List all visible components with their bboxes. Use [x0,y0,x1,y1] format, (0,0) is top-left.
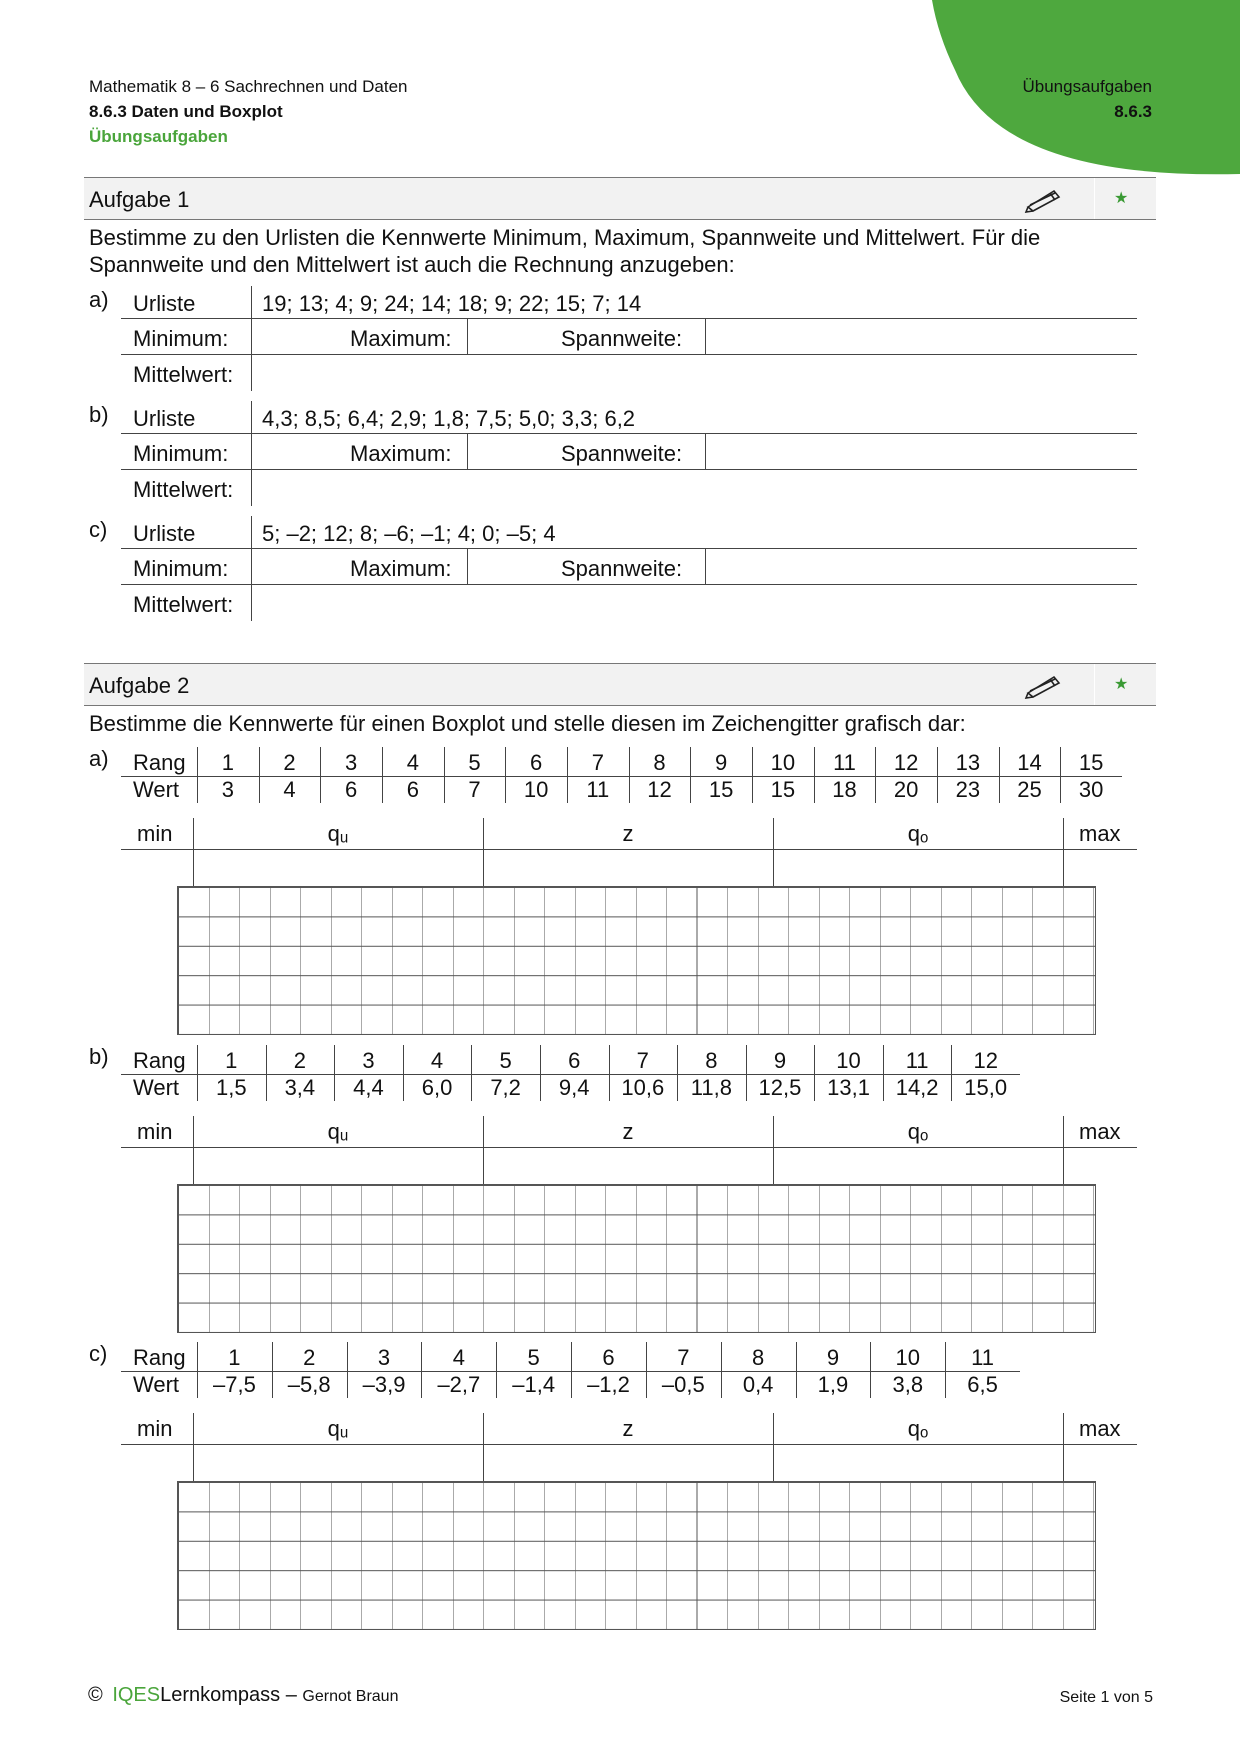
table-divider [705,319,706,354]
table-divider [266,1045,267,1101]
qo-field[interactable] [774,850,1062,885]
wert-label: Wert [133,1075,180,1100]
table-divider [646,1342,647,1398]
table-divider [320,747,321,803]
qo-field[interactable] [774,1148,1062,1183]
rang-cell: 13 [955,750,981,775]
max-field[interactable] [1064,850,1136,885]
table-divider [197,747,198,803]
rang-label: Rang [133,750,186,775]
table-divider [251,585,252,621]
task1-title: Aufgabe 1 [89,187,190,212]
minimum-label: Minimum: [133,441,229,466]
z-label: z [622,1416,634,1441]
wert-cell: 30 [1078,777,1104,802]
wert-cell: 20 [893,777,919,802]
table-divider [571,1342,572,1398]
z-field[interactable] [484,1445,772,1480]
qu-field[interactable] [194,1445,482,1480]
rang-cell: 10 [895,1345,920,1370]
wert-cell: 14,2 [895,1075,939,1100]
table-line [121,354,1137,355]
rang-cell: 14 [1017,750,1042,775]
task2-instruction: Bestimme die Kennwerte für einen Boxplot und stelle diesen im Zeichengitter grafisch dar: [89,711,966,736]
z-label: z [622,821,634,846]
wert-cell: 10,6 [621,1075,665,1100]
copyright-icon: © [88,1684,103,1706]
table-divider [937,747,938,803]
table-divider [334,1045,335,1101]
spannweite-field[interactable] [706,551,1136,585]
max-field[interactable] [1064,1445,1136,1480]
table-divider [444,747,445,803]
rang-cell: 3 [345,750,358,775]
rang-cell: 12 [893,750,919,775]
task2-title: Aufgabe 2 [89,673,190,698]
table-line [121,433,1137,434]
table-divider [752,747,753,803]
mittelwert-field[interactable] [252,356,1136,390]
wert-cell: 6 [406,777,419,802]
rang-cell: 1 [221,750,234,775]
wert-cell: 9,4 [558,1075,590,1100]
urliste-label: Urliste [133,521,196,546]
mittelwert-field[interactable] [252,586,1136,620]
mittelwert-label: Mittelwert: [133,592,234,617]
table-line [121,469,1137,470]
max-label: max [1079,1119,1121,1144]
table-divider [609,1045,610,1101]
min-field[interactable] [122,1148,192,1183]
wert-cell: 6 [345,777,358,802]
table-divider [467,319,468,354]
rang-cell: 8 [705,1048,718,1073]
pencil-icon [1024,669,1064,699]
rang-label: Rang [133,1048,186,1073]
minimum-field[interactable] [252,551,466,585]
rang-cell: 4 [406,750,419,775]
footer-brand [88,1684,398,1707]
part-letter: c) [89,1341,108,1366]
maximum-label: Maximum: [350,326,452,351]
spannweite-label: Spannweite: [561,441,683,466]
rang-cell: 15 [1078,750,1104,775]
wert-cell: 4,4 [353,1075,384,1100]
wert-label: Wert [133,777,180,802]
spannweite-label: Spannweite: [561,326,683,351]
header-category: Übungsaufgaben [89,127,228,146]
table-divider [382,747,383,803]
table-divider [251,355,252,391]
spannweite-label: Spannweite: [561,556,683,581]
rang-cell: 10 [836,1048,861,1073]
wert-cell: 6,0 [421,1075,453,1100]
header-subject: Mathematik 8 – 6 Sachrechnen und Daten [89,77,408,96]
table-line [121,584,1137,585]
minimum-label: Minimum: [133,326,229,351]
qu-label: qᵤ [327,821,349,846]
wert-cell: 3 [221,777,234,802]
wert-cell: 1,5 [215,1075,247,1100]
table-divider [540,1045,541,1101]
min-field[interactable] [122,1445,192,1480]
z-label: z [622,1119,634,1144]
table-divider [272,1342,273,1398]
qo-field[interactable] [774,1445,1062,1480]
wert-cell: –1,2 [587,1372,630,1397]
table-divider [1060,747,1061,803]
maximum-label: Maximum: [350,441,452,466]
footer-brand-iqes: IQES [112,1684,161,1706]
rang-cell: 6 [602,1345,615,1370]
table-divider [870,1342,871,1398]
table-divider [251,470,252,506]
task2-title-bar [84,663,1156,706]
spannweite-field[interactable] [706,321,1136,355]
wert-cell: –2,7 [437,1372,481,1397]
rang-cell: 9 [826,1345,840,1370]
table-divider [705,549,706,584]
table-divider [951,1045,952,1101]
max-label: max [1079,1416,1121,1441]
wert-cell: 11,8 [690,1075,732,1100]
rang-cell: 7 [636,1048,649,1073]
table-divider [471,1045,472,1101]
min-label: min [137,1416,173,1441]
rang-cell: 5 [468,750,481,775]
maximum-label: Maximum: [350,556,452,581]
rang-cell: 3 [377,1345,391,1370]
wert-cell: 23 [955,777,981,802]
table-divider [945,1342,946,1398]
table-divider [814,747,815,803]
table-divider [251,319,252,354]
star-icon: ★ [1114,676,1129,693]
qu-label: qᵤ [327,1416,349,1441]
wert-cell: 7,2 [490,1075,521,1100]
table-divider [677,1045,678,1101]
rang-cell: 10 [770,750,796,775]
rang-cell: 11 [833,750,856,775]
table-divider [347,1342,348,1398]
table-divider [251,434,252,469]
part-letter: a) [89,287,109,312]
footer-author: Gernot Braun [302,1688,399,1705]
table-divider [421,1342,422,1398]
qu-field[interactable] [194,1148,482,1183]
rang-cell: 2 [293,1048,306,1073]
wert-cell: –1,4 [512,1372,556,1397]
min-label: min [137,1119,173,1144]
table-divider [496,1342,497,1398]
rang-cell: 7 [677,1345,690,1370]
mittelwert-label: Mittelwert: [133,362,234,387]
rang-cell: 2 [303,1345,316,1370]
wert-cell: –7,5 [212,1372,256,1397]
part-letter: b) [89,1044,109,1069]
max-field[interactable] [1064,1148,1136,1183]
qu-field[interactable] [194,850,482,885]
wert-cell: 0,4 [742,1372,774,1397]
task1-title-bar [84,177,1156,220]
rang-label: Rang [133,1345,186,1370]
wert-cell: 3,4 [284,1075,316,1100]
rang-cell: 4 [452,1345,465,1370]
table-divider [883,1045,884,1101]
header-right-category: Übungsaufgaben [1022,77,1152,96]
footer-brand-lernkompass: Lernkompass [160,1684,281,1706]
wert-cell: 15,0 [964,1075,1008,1100]
part-letter: c) [89,517,108,542]
rang-cell: 6 [530,750,543,775]
urliste-values: 19; 13; 4; 9; 24; 14; 18; 9; 22; 15; 7; 14 [262,291,642,316]
rang-cell: 12 [973,1048,998,1073]
table-divider [467,434,468,469]
footer-page-number: Seite 1 von 5 [1059,1689,1153,1706]
rang-cell: 3 [362,1048,375,1073]
table-divider [721,1342,722,1398]
table-divider [629,747,630,803]
z-field[interactable] [484,850,772,885]
wert-cell: 10 [523,777,549,802]
wert-cell: –0,5 [661,1372,705,1397]
table-divider [875,747,876,803]
table-line [121,318,1137,319]
wert-cell: –3,9 [362,1372,406,1397]
minimum-label: Minimum: [133,556,229,581]
rang-cell: 9 [715,750,728,775]
spannweite-field[interactable] [706,436,1136,470]
urliste-values: 5; –2; 12; 8; –6; –1; 4; 0; –5; 4 [262,521,556,546]
wert-cell: 11 [586,777,610,802]
wert-cell: –5,8 [287,1372,331,1397]
rang-cell: 7 [591,750,604,775]
header-right-number: 8.6.3 [1114,102,1152,121]
table-divider [403,1045,404,1101]
min-field[interactable] [122,850,192,885]
urliste-label: Urliste [133,406,196,431]
max-label: max [1079,821,1121,846]
table-divider [796,1342,797,1398]
wert-cell: 6,5 [967,1372,998,1397]
rang-cell: 5 [527,1345,540,1370]
table-divider [705,434,706,469]
table-divider [999,747,1000,803]
drawing-grid[interactable] [177,1184,1096,1333]
table-divider [251,516,252,548]
table-line [121,548,1137,549]
part-letter: a) [89,746,109,771]
minimum-field[interactable] [252,436,466,470]
mittelwert-field[interactable] [252,471,1136,505]
z-field[interactable] [484,1148,772,1183]
wert-cell: 18 [832,777,857,802]
table-divider [251,549,252,584]
rang-cell: 4 [430,1048,444,1073]
min-label: min [137,821,173,846]
rang-cell: 8 [653,750,666,775]
wert-cell: 13,1 [827,1075,870,1100]
table-divider [746,1045,747,1101]
wert-label: Wert [133,1372,180,1397]
table-divider [814,1045,815,1101]
table-divider [567,747,568,803]
table-divider [467,549,468,584]
wert-cell: 15 [770,777,796,802]
rang-cell: 1 [228,1345,241,1370]
part-letter: b) [89,402,109,427]
rang-cell: 11 [971,1345,994,1370]
header-section: 8.6.3 Daten und Boxplot [89,102,283,121]
rang-cell: 1 [225,1048,238,1073]
mittelwert-label: Mittelwert: [133,477,234,502]
table-divider [690,747,691,803]
table-divider [197,1045,198,1101]
rang-cell: 8 [752,1345,765,1370]
wert-cell: 12 [647,777,672,802]
wert-cell: 25 [1017,777,1042,802]
task1-instruction-1: Bestimme zu den Urlisten die Kennwerte Minimum, Maximum, Spannweite und Mittelwert. Für die [89,225,1041,250]
rang-cell: 2 [283,750,296,775]
star-icon: ★ [1114,190,1129,207]
table-divider [505,747,506,803]
qu-label: qᵤ [327,1119,349,1144]
wert-cell: 12,5 [758,1075,802,1100]
wert-cell: 7 [468,777,481,802]
rang-cell: 11 [905,1048,929,1073]
wert-cell: 3,8 [892,1372,924,1397]
minimum-field[interactable] [252,321,466,355]
wert-cell: 15 [708,777,734,802]
wert-cell: 4 [283,777,296,802]
table-divider [197,1342,198,1398]
urliste-label: Urliste [133,291,196,316]
rang-cell: 5 [499,1048,512,1073]
wert-cell: 1,9 [817,1372,849,1397]
task1-instruction-2: Spannweite und den Mittelwert ist auch die Rechnung anzugeben: [89,252,735,277]
table-divider [251,286,252,318]
drawing-grid[interactable] [177,1481,1096,1630]
table-divider [251,401,252,433]
footer-dash: – [285,1684,297,1706]
pencil-icon [1024,183,1064,213]
qo-label: qₒ [907,1416,929,1441]
qo-label: qₒ [907,821,929,846]
drawing-grid[interactable] [177,886,1096,1035]
urliste-values: 4,3; 8,5; 6,4; 2,9; 1,8; 7,5; 5,0; 3,3; 6,2 [262,406,636,431]
rang-cell: 6 [568,1048,581,1073]
table-divider [259,747,260,803]
rang-cell: 9 [773,1048,787,1073]
qo-label: qₒ [907,1119,929,1144]
